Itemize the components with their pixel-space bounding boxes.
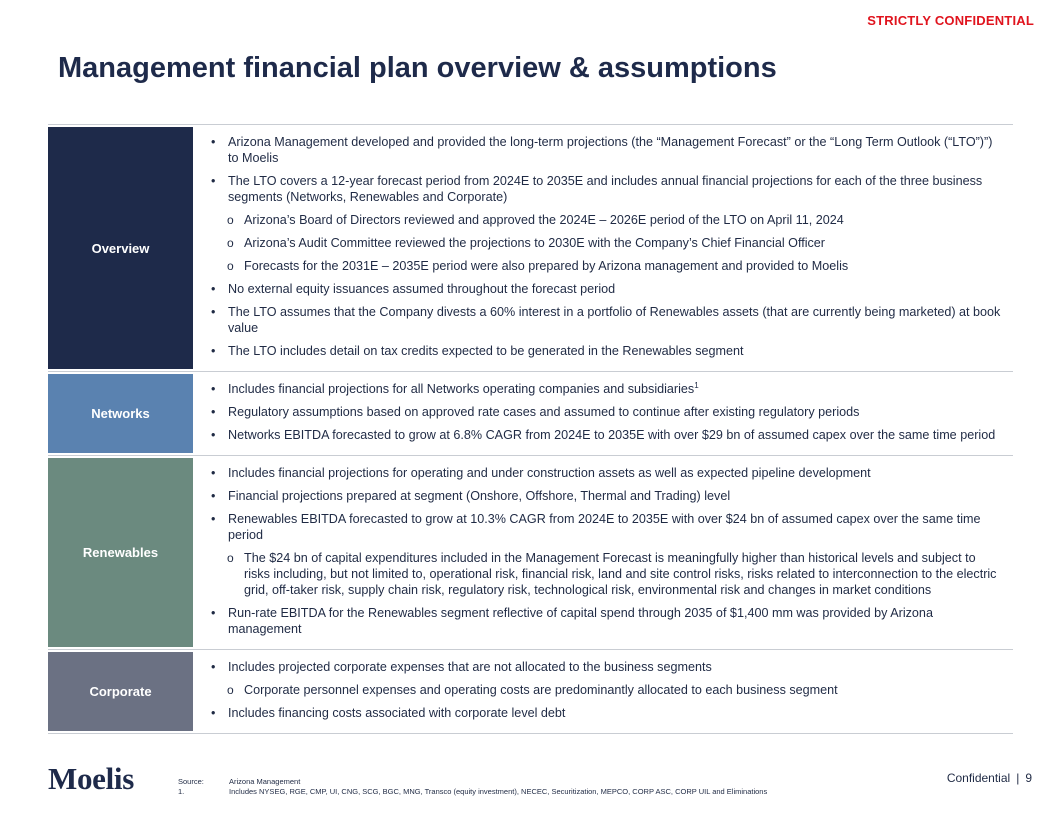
footnote-text: Includes NYSEG, RGE, CMP, UI, CNG, SCG, BGC, MNG, Transco (equity investment), NECEC, Securitization, MEPCO, CORP ASC, CORP UIL and Eliminations bbox=[229, 787, 768, 796]
bullet-text: Forecasts for the 2031E – 2035E period were also prepared by Arizona management and provided to Moelis bbox=[244, 259, 849, 273]
sub-bullet-marker: o bbox=[227, 551, 234, 565]
section-label-overview: Overview bbox=[48, 127, 193, 369]
sub-bullet-item bbox=[207, 550, 1003, 598]
section-overview bbox=[48, 124, 1013, 372]
bullet-item bbox=[207, 659, 1003, 675]
bullet-item bbox=[207, 404, 1003, 420]
bullet-text: Includes financial projections for operating and under construction assets as well as expected pipeline development bbox=[228, 466, 871, 480]
bullet-marker: • bbox=[211, 706, 216, 720]
bullet-text: The LTO assumes that the Company divests a 60% interest in a portfolio of Renewables assets (that are currently being marketed) at book value bbox=[228, 305, 1001, 335]
sub-bullet-marker: o bbox=[227, 683, 234, 697]
bullet-text: The LTO covers a 12-year forecast period from 2024E to 2035E and includes annual financial projections for each of the three business segments (Networks, Renewables and Corporate) bbox=[228, 174, 983, 204]
source-text: Arizona Management bbox=[229, 777, 301, 786]
bullet-marker: • bbox=[211, 382, 216, 396]
section-label-corporate: Corporate bbox=[48, 652, 193, 731]
bullet-text: Run-rate EBITDA for the Renewables segment reflective of capital spend through 2035 of $1,400 mm was provided by Arizona management bbox=[228, 606, 933, 636]
bullet-item bbox=[207, 705, 1003, 721]
section-content-corporate bbox=[193, 650, 1013, 733]
bullet-text: Regulatory assumptions based on approved rate cases and assumed to continue after existing regulatory periods bbox=[228, 405, 860, 419]
bullet-marker: • bbox=[211, 405, 216, 419]
bullet-text: Includes projected corporate expenses that are not allocated to the business segments bbox=[228, 660, 712, 674]
bullet-item bbox=[207, 173, 1003, 205]
plan-table bbox=[48, 124, 1013, 734]
sub-bullet-marker: o bbox=[227, 236, 234, 250]
bullet-text: Includes financing costs associated with corporate level debt bbox=[228, 706, 566, 720]
bullet-text: Includes financial projections for all Networks operating companies and subsidiaries bbox=[228, 382, 695, 396]
bullet-marker: • bbox=[211, 660, 216, 674]
bullet-item bbox=[207, 281, 1003, 297]
section-renewables bbox=[48, 456, 1013, 650]
sub-bullet-item bbox=[207, 235, 1003, 251]
bullet-text: Arizona Management developed and provided the long-term projections (the “Management Forecast” or the “Long Term Outlook (“LTO”)”) to Moelis bbox=[228, 135, 993, 165]
confidential-banner: STRICTLY CONFIDENTIAL bbox=[867, 13, 1034, 28]
footnote-ref: 1 bbox=[694, 380, 699, 390]
footer-separator: | bbox=[1016, 771, 1020, 785]
bullet-item bbox=[207, 488, 1003, 504]
source-label: Source: bbox=[178, 777, 204, 786]
page-title: Management financial plan overview & assumptions bbox=[58, 52, 777, 84]
bullet-text: Financial projections prepared at segment (Onshore, Offshore, Thermal and Trading) level bbox=[228, 489, 731, 503]
section-label-renewables: Renewables bbox=[48, 458, 193, 647]
bullet-text: The LTO includes detail on tax credits expected to be generated in the Renewables segment bbox=[228, 344, 744, 358]
bullet-item bbox=[207, 427, 1003, 443]
bullet-item bbox=[207, 381, 1003, 397]
bullet-item bbox=[207, 343, 1003, 359]
footer-confidential: Confidential bbox=[946, 771, 1011, 785]
bullet-item bbox=[207, 465, 1003, 481]
bullet-text: Arizona’s Audit Committee reviewed the projections to 2030E with the Company’s Chief Financial Officer bbox=[244, 236, 826, 250]
moelis-logo: Moelis bbox=[48, 761, 135, 796]
sub-bullet-item bbox=[207, 258, 1003, 274]
bullet-marker: • bbox=[211, 305, 216, 319]
sub-bullet-item bbox=[207, 682, 1003, 698]
footer-page-info bbox=[947, 771, 1032, 785]
bullet-marker: • bbox=[211, 466, 216, 480]
page-number: 9 bbox=[1025, 771, 1032, 785]
bullet-marker: • bbox=[211, 344, 216, 358]
bullet-marker: • bbox=[211, 606, 216, 620]
sub-bullet-marker: o bbox=[227, 213, 234, 227]
bullet-item bbox=[207, 511, 1003, 543]
bullet-marker: • bbox=[211, 428, 216, 442]
section-corporate bbox=[48, 650, 1013, 734]
sub-bullet-marker: o bbox=[227, 259, 234, 273]
bullet-text: Networks EBITDA forecasted to grow at 6.8% CAGR from 2024E to 2035E with over $29 bn of assumed capex over the same time period bbox=[228, 428, 996, 442]
bullet-item bbox=[207, 134, 1003, 166]
bullet-marker: • bbox=[211, 135, 216, 149]
bullet-text: No external equity issuances assumed throughout the forecast period bbox=[228, 282, 616, 296]
bullet-text: Renewables EBITDA forecasted to grow at 10.3% CAGR from 2024E to 2035E with over $24 bn of assumed capex over the same time period bbox=[228, 512, 981, 542]
footnote-number: 1. bbox=[178, 787, 185, 796]
bullet-marker: • bbox=[211, 174, 216, 188]
section-content-overview bbox=[193, 125, 1013, 371]
bullet-text: The $24 bn of capital expenditures included in the Management Forecast is meaningfully higher than historical levels and subject to risks including, but not limited to, operational risk, financial risk, land and site control risks, risks related to interconnection to the electric grid, off-taker risk, supply chain risk, regulatory risk, technological risk, environmental risk and changes in market conditions bbox=[244, 551, 997, 597]
bullet-marker: • bbox=[211, 489, 216, 503]
section-content-renewables bbox=[193, 456, 1013, 649]
bullet-marker: • bbox=[211, 512, 216, 526]
section-networks bbox=[48, 372, 1013, 456]
section-content-networks bbox=[193, 372, 1013, 455]
sub-bullet-item bbox=[207, 212, 1003, 228]
bullet-text: Arizona’s Board of Directors reviewed and approved the 2024E – 2026E period of the LTO on April 11, 2024 bbox=[244, 213, 844, 227]
bullet-text: Corporate personnel expenses and operating costs are predominantly allocated to each business segment bbox=[244, 683, 838, 697]
bullet-item bbox=[207, 304, 1003, 336]
bullet-item bbox=[207, 605, 1003, 637]
section-label-networks: Networks bbox=[48, 374, 193, 453]
bullet-marker: • bbox=[211, 282, 216, 296]
